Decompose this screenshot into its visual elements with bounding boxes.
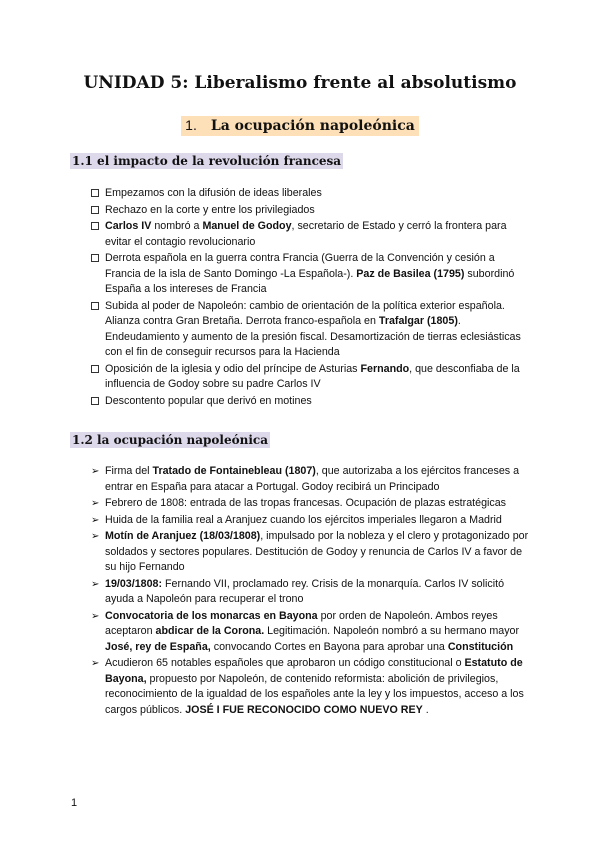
bold-text: José, rey de España, (105, 640, 211, 653)
subsection-2-list (91, 464, 531, 719)
section-heading (0, 117, 600, 134)
bold-text: Convocatoria de los monarcas en Bayona (105, 609, 318, 622)
list-item (91, 394, 531, 410)
bold-text: Paz de Basilea (1795) (356, 267, 465, 280)
text: . Endeudamiento y aumento de la presión fiscal. Desamortización de tierras eclesiásticas con el fin de conseguir recursos para la Hacienda (105, 315, 521, 358)
bold-text: Motín de Aranjuez (18/03/1808) (105, 530, 261, 542)
list-item (91, 656, 531, 718)
bold-text: Constitución (447, 640, 514, 653)
text: Legitimación. Napoleón nombró a su hermano mayor (264, 625, 520, 637)
bold-text: 19/03/1808: (105, 577, 163, 590)
text: nombró a (151, 220, 203, 232)
list-item (91, 513, 531, 529)
text: . (422, 703, 429, 716)
bold-text: JOSÉ I FUE RECONOCIDO COMO NUEVO REY (185, 703, 423, 716)
list-item (91, 609, 531, 656)
text: Descontento popular que derivó en motines (105, 394, 312, 407)
page-number: 1 (71, 797, 78, 809)
text: , que autorizaba a los ejércitos franceses a entrar en España para atacar a Portugal. Godoy recibirá un Principado (105, 465, 520, 493)
list-item (91, 251, 531, 298)
list-item (91, 496, 531, 512)
text: Derrota española en la guerra contra Francia (Guerra de la Convención y cesión a Francia de la isla de Santo Domingo -La Española-). (105, 252, 495, 280)
page-title: UNIDAD 5: Liberalismo frente al absolutismo (83, 73, 517, 93)
bold-text: Tratado de Fontainebleau (1807) (152, 465, 316, 477)
text: Empezamos con la difusión de ideas liberales (105, 187, 322, 199)
text: Oposición de la iglesia y odio del príncipe de Asturias (105, 362, 361, 375)
text: , secretario de Estado y cerró la frontera para evitar el contagio revolucionario (105, 220, 507, 248)
text: Febrero de 1808: entrada de las tropas francesas. Ocupación de plazas estratégicas (105, 497, 507, 509)
text: Subida al poder de Napoleón: cambio de orientación de la política exterior española. Alianza contra Gran Bretaña. Derrota franco-española en (105, 299, 505, 327)
section-number: 1. (185, 117, 197, 133)
list-item (91, 362, 531, 393)
list-item (91, 464, 531, 495)
section-heading-highlight (181, 116, 419, 136)
bold-text: abdicar de la Corona. (155, 625, 265, 637)
text: Firma del (105, 465, 153, 477)
text: , impulsado por la nobleza y el clero y protagonizado por soldados y sectores populares. Destitución de Godoy y renuncia de Carlos IV a favor de su hijo Fernando (105, 530, 529, 573)
text: propuesto por Napoleón, de contenido reformista: abolición de privilegios, reconocimiento de la igualdad de los españoles ante la ley y los impuestos, acceso a los cargos públicos. (105, 672, 524, 716)
list-item (91, 529, 531, 576)
section-title: La ocupación napoleónica (210, 118, 415, 134)
bold-text: Carlos IV (105, 220, 152, 232)
bold-text: Trafalgar (1805) (378, 315, 458, 327)
list-item (91, 219, 531, 250)
text: Rechazo en la corte y entre los privilegiados (105, 203, 315, 216)
text: convocando Cortes en Bayona para aprobar una (210, 640, 448, 653)
bold-text: Manuel de Godoy (202, 220, 292, 232)
list-item (91, 186, 531, 202)
list-item (91, 203, 531, 219)
text: Fernando VII, proclamado rey. Crisis de la monarquía. Carlos IV solicitó ayuda a Napoleón para recuperar el trono (105, 577, 505, 605)
bold-text: Fernando (360, 362, 410, 375)
list-item (91, 577, 531, 608)
text: por orden de Napoleón. Ambos reyes aceptaron (105, 609, 498, 637)
subsection-1-list (91, 186, 531, 410)
subsection-1-title: 1.1 el impacto de la revolución francesa (72, 154, 342, 168)
text: , que desconfiaba de la influencia de Godoy sobre su padre Carlos IV (105, 362, 520, 390)
text: subordinó España a los intereses de Francia (105, 267, 515, 295)
text: Huida de la familia real a Aranjuez cuando los ejércitos imperiales llegaron a Madrid (105, 513, 502, 526)
bold-text: Estatuto de Bayona, (105, 657, 523, 685)
list-item (91, 299, 531, 361)
subsection-2-title: 1.2 la ocupación napoleónica (72, 433, 268, 447)
text: Acudieron 65 notables españoles que aprobaron un código constitucional o (105, 657, 465, 669)
